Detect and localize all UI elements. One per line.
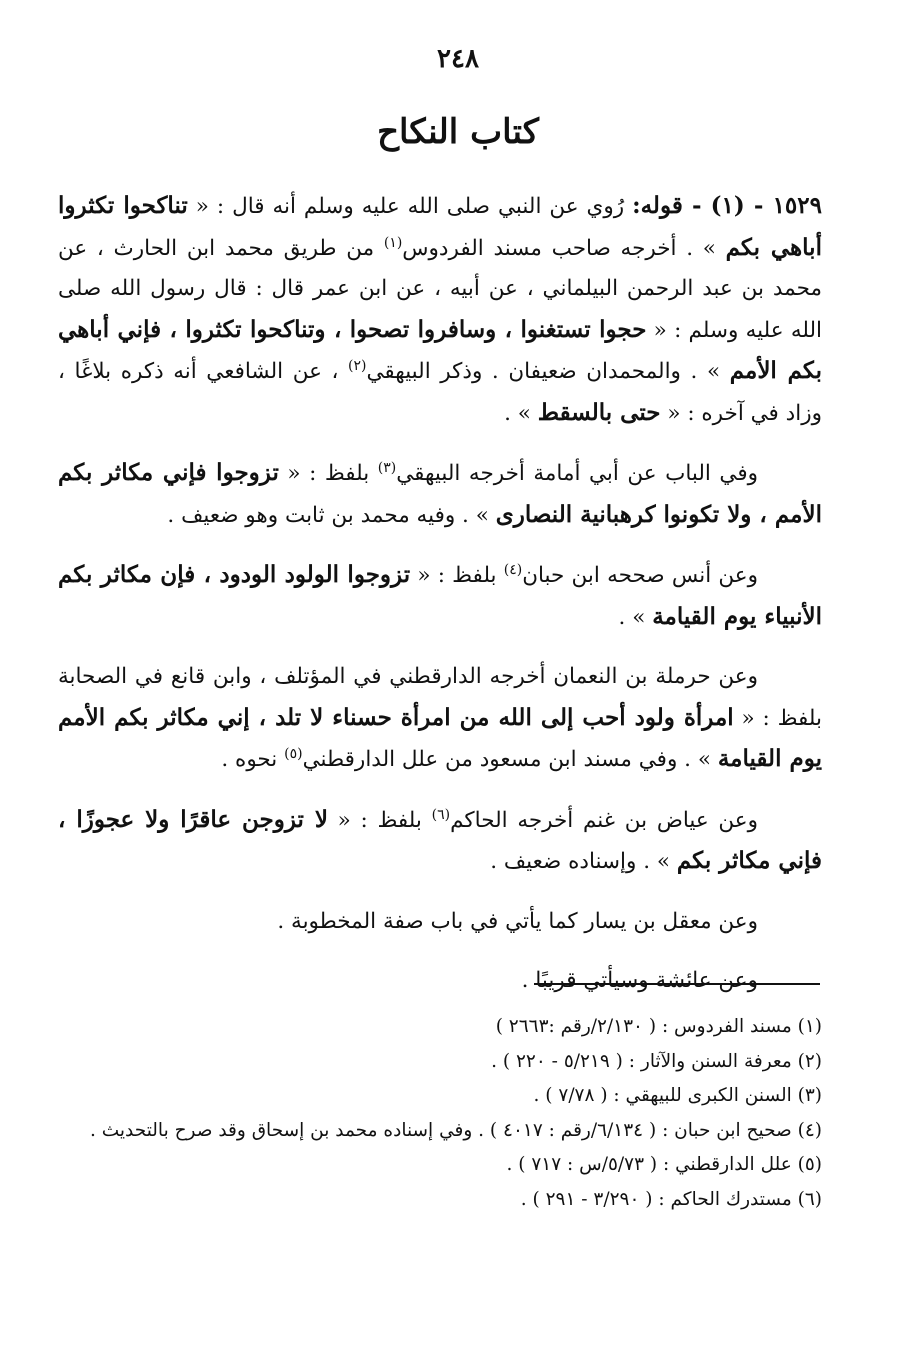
text-span: رُوي عن النبي صلى الله عليه وسلم أنه قال : « [187,194,633,219]
chapter-title: كتاب النكاح [377,112,539,152]
footnote-divider [534,983,820,985]
text-span: بلفظ : « [410,563,504,588]
hadith-number: ١٥٢٩ - (١) - قوله: [632,192,822,219]
paragraph-anas [58,555,822,638]
paragraph-1529 [58,186,822,434]
footnote-2: (٢) معرفة السنن والآثار : ( ٥/٢١٩ - ٢٢٠ ) . [491,1050,822,1072]
footnote-4: (٤) صحيح ابن حبان : ( ٦/١٣٤/رقم : ٤٠١٧ ) . وفي إسناده محمد بن إسحاق وقد صرح بالتحديث . [89,1119,822,1141]
hadith-quote: حجوا تستغنوا ، وسافروا تصحوا ، وتناكحوا تكثروا ، فإني أباهي بكم الأمم [58,315,822,384]
hadith-quote: لا تزوجن عاقرًا ولا عجوزًا ، فإني مكاثر بكم [58,805,822,874]
text-span: » . [504,400,538,426]
paragraph-iyad [58,800,822,883]
text-span: » . أخرجه صاحب مسند الفردوس [402,235,726,261]
text-span: وعن عياض بن غنم أخرجه الحاكم [450,807,758,833]
body-text [58,186,822,1021]
paragraph-aisha: وعن عائشة وسيأتي قريبًا . [521,968,758,993]
text-span: وفي الباب عن أبي أمامة أخرجه البيهقي [396,461,758,486]
text-span: من طريق محمد ابن الحارث ، عن محمد بن عبد الرحمن البيلماني ، عن أبيه ، عن ابن عمر قال : قال رسول الله صلى الله عليه وسلم : « [58,235,822,343]
footnote-ref[interactable]: (٥) [284,745,303,762]
text-span: وعن أنس صححه ابن حبان [522,563,758,588]
footnote-6: (٦) مستدرك الحاكم : ( ٣/٢٩٠ - ٢٩١ ) . [520,1188,822,1210]
text-span: وعن حرملة بن النعمان أخرجه الدارقطني في المؤتلف ، وابن قانع في الصحابة بلفظ : « [58,664,822,731]
hadith-quote: امرأة ولود أحب إلى الله من امرأة حسناء لا تلد ، إني مكاثر بكم الأمم يوم القيامة [58,703,822,772]
text-span: ، عن الشافعي أنه ذكره بلاغًا ، وزاد في آخره : « [58,359,822,426]
text-span: بلفظ : « [278,461,378,486]
page-number: ٢٤٨ [437,44,479,74]
paragraph-harmala [58,657,822,781]
footnote-ref[interactable]: (٣) [377,459,397,476]
footnote-1: (١) مسند الفردوس : ( ٢/١٣٠/رقم :٢٦٦٣ ) [495,1016,822,1037]
footnote-ref[interactable]: (٢) [348,357,367,374]
footnote-5: (٥) علل الدارقطني : ( ٥/٧٣/س : ٧١٧ ) . [506,1154,822,1175]
text-span: » . وفيه محمد بن ثابت وهو ضعيف . [167,502,496,528]
footnote-ref[interactable]: (١) [383,234,403,251]
footnote-3: (٣) السنن الكبرى للبيهقي : ( ٧/٧٨ ) . [533,1085,822,1106]
text-span: » . وفي مسند ابن مسعود من علل الدارقطني [302,747,718,772]
paragraph-abu-umama [58,453,822,536]
text-span: » . والمحمدان ضعيفان . وذكر البيهقي [366,359,730,384]
footnote-ref[interactable]: (٤) [503,561,523,578]
hadith-quote: تناكحوا تكثروا أباهي بكم [58,192,822,261]
text-span: نحوه . [221,747,285,772]
hadith-quote: تزوجوا فإني مكاثر بكم الأمم ، ولا تكونوا كرهبانية النصارى [58,459,822,528]
text-span: » . [618,604,653,630]
text-span: » . وإسناده ضعيف . [490,849,677,874]
footnotes [62,1010,822,1217]
hadith-quote: حتى بالسقط [537,398,661,426]
hadith-quote: تزوجوا الولود الودود ، فإن مكاثر بكم الأنبياء يوم القيامة [58,561,822,630]
footnote-ref[interactable]: (٦) [431,806,451,823]
paragraph-maqil: وعن معقل بن يسار كما يأتي في باب صفة المخطوبة . [277,908,758,934]
text-span: بلفظ : « [327,807,432,833]
